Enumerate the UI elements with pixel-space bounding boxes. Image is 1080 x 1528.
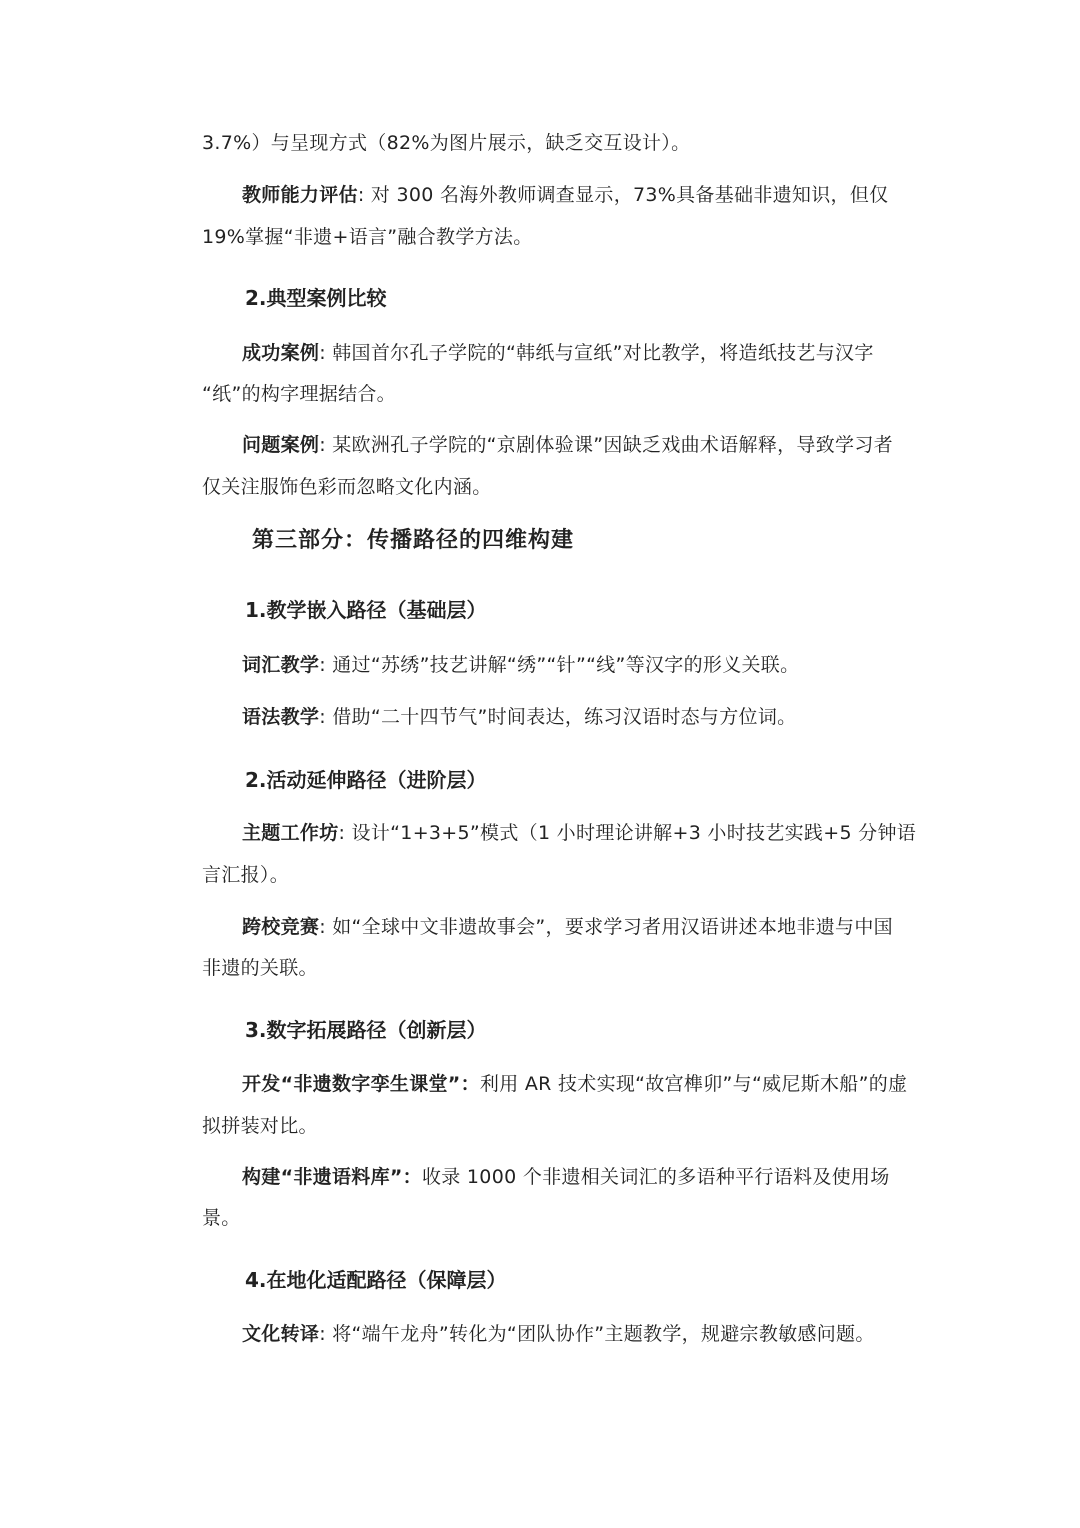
paragraph-text: : 某欧洲孔子学院的“京剧体验课”因缺乏戏曲术语解释，导致学习者: [319, 434, 893, 456]
paragraph-text: : 借助“二十四节气”时间表达，练习汉语时态与方位词。: [319, 706, 797, 728]
paragraph-text: 收录 1000 个非遗相关词汇的多语种平行语料及使用场: [421, 1166, 890, 1188]
paragraph-line: 3.7%）与呈现方式（82%为图片展示，缺乏交互设计）。: [202, 132, 691, 154]
paragraph-label: 成功案例: [242, 342, 320, 364]
paragraph-label: 构建“非遗语料库”：: [242, 1166, 422, 1188]
paragraph-line: 非遗的关联。: [202, 957, 318, 979]
heading-cases: 2.典型案例比较: [245, 286, 387, 310]
paragraph-workshop: [242, 821, 916, 845]
paragraph-label: 词汇教学: [242, 654, 320, 676]
heading-localization-path: 4.在地化适配路径（保障层）: [245, 1268, 507, 1292]
paragraph-line: 19%掌握“非遗+语言”融合教学方法。: [202, 226, 533, 248]
paragraph-competition: [242, 915, 893, 939]
paragraph-text: : 设计“1+3+5”模式（1 小时理论讲解+3 小时技艺实践+5 分钟语: [338, 822, 917, 844]
paragraph-label: 问题案例: [242, 434, 320, 456]
paragraph-vocabulary: [242, 653, 799, 677]
paragraph-digital-twin: [242, 1072, 907, 1096]
paragraph-text: : 如“全球中文非遗故事会”，要求学习者用汉语讲述本地非遗与中国: [319, 916, 893, 938]
paragraph-line: 言汇报）。: [202, 864, 290, 886]
paragraph-label: 跨校竞赛: [242, 916, 320, 938]
paragraph-label: 教师能力评估: [242, 184, 358, 206]
heading-activity-path: 2.活动延伸路径（进阶层）: [245, 768, 487, 792]
paragraph-text: : 将“端午龙舟”转化为“团队协作”主题教学，规避宗教敏感问题。: [319, 1323, 875, 1345]
paragraph-success-case: [242, 341, 874, 365]
paragraph-line: “纸”的构字理据结合。: [202, 383, 396, 405]
paragraph-text: 利用 AR 技术实现“故宫榫卯”与“威尼斯木船”的虚: [479, 1073, 908, 1095]
paragraph-line: 仅关注服饰色彩而忽略文化内涵。: [202, 476, 492, 498]
heading-digital-path: 3.数字拓展路径（创新层）: [245, 1018, 487, 1042]
paragraph-cultural-translation: [242, 1322, 875, 1346]
paragraph-line: 拟拼装对比。: [202, 1115, 318, 1137]
heading-teaching-path: 1.教学嵌入路径（基础层）: [245, 598, 487, 622]
paragraph-label: 开发“非遗数字孪生课堂”：: [242, 1073, 480, 1095]
paragraph-text: : 对 300 名海外教师调查显示，73%具备基础非遗知识，但仅: [357, 184, 889, 206]
paragraph-grammar: [242, 705, 796, 729]
paragraph-corpus: [242, 1165, 890, 1189]
section-title: 第三部分：传播路径的四维构建: [252, 528, 575, 553]
paragraph-label: 主题工作坊: [242, 822, 339, 844]
paragraph-line: 景。: [202, 1207, 241, 1229]
paragraph-text: : 通过“苏绣”技艺讲解“绣”“针”“线”等汉字的形义关联。: [319, 654, 800, 676]
paragraph-label: 语法教学: [242, 706, 320, 728]
paragraph-label: 文化转译: [242, 1323, 320, 1345]
paragraph-text: : 韩国首尔孔子学院的“韩纸与宣纸”对比教学，将造纸技艺与汉字: [319, 342, 874, 364]
paragraph-problem-case: [242, 433, 893, 457]
paragraph-teacher-ability: [242, 183, 888, 207]
